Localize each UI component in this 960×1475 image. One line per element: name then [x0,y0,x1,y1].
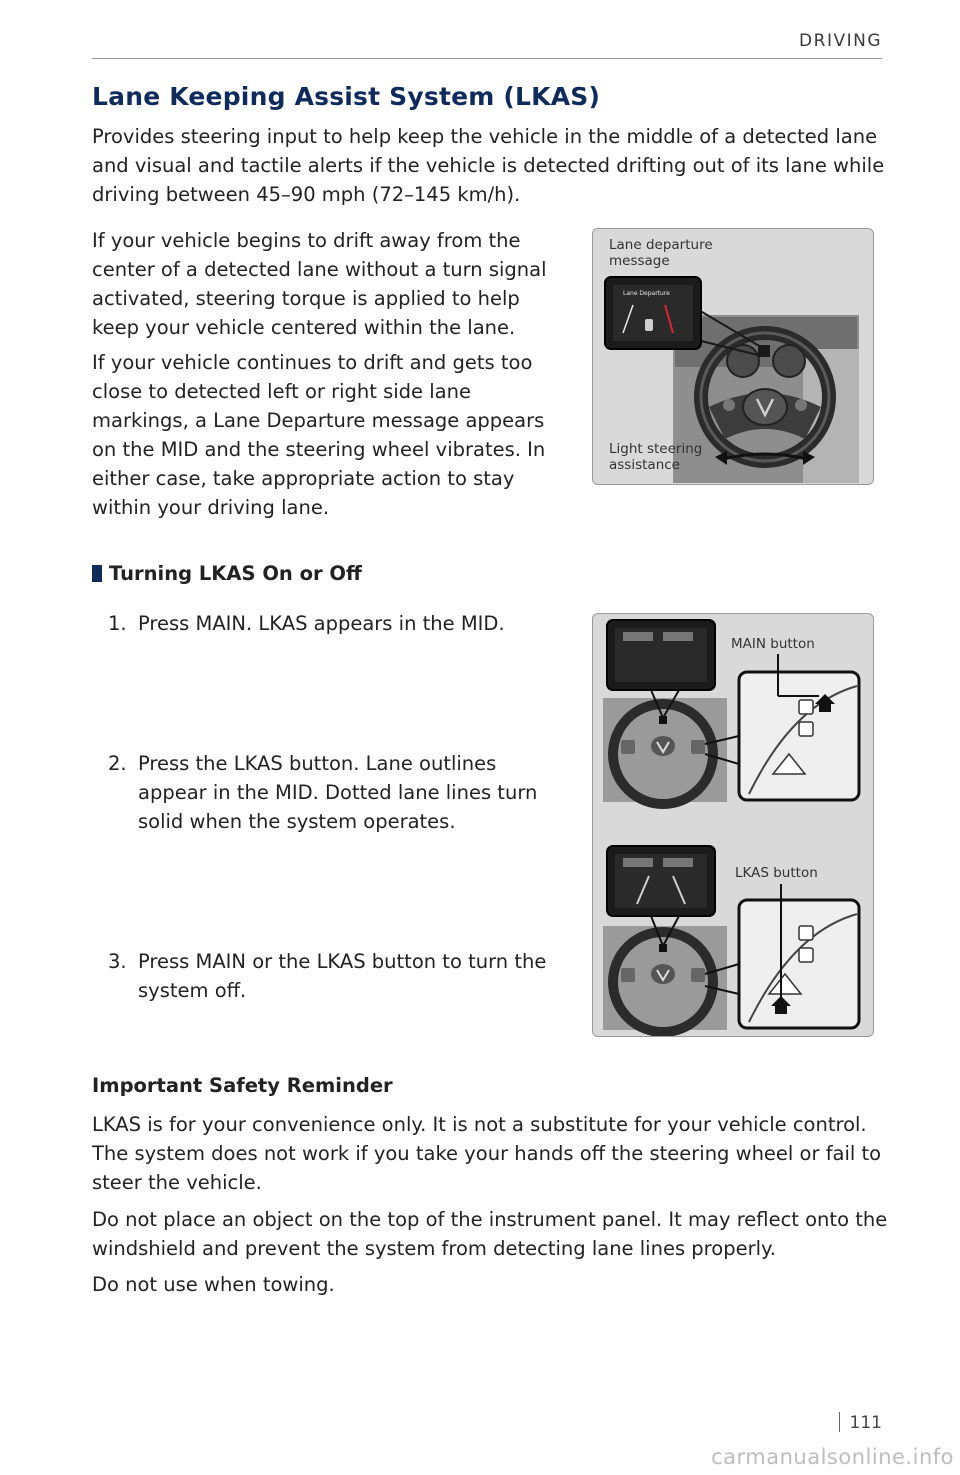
mid-inset-text: Lane Departure [623,290,670,297]
section-marker-icon [92,565,102,582]
step-number: 3. [108,950,127,973]
step-item [108,609,568,638]
safety-reminder-paragraph: Do not place an object on the top of the instrument panel. It may reflect onto the windshield and prevent the system from detecting lane lines properly. [92,1208,888,1260]
lane-departure-paragraph: If your vehicle continues to drift and gets too close to detected left or right side lane markings, a Lane Departure message appears on the MID and the steering wheel vibrates. In either case, take appropriate action to stay within your driving lane. [92,351,546,519]
page-number: 111 [849,1413,882,1433]
section-heading [92,562,362,585]
lane-departure-figure [592,228,874,485]
light-steering-assistance-label: Light steering assistance [609,441,703,473]
lkas-buttons-figure [592,613,874,1037]
intro-paragraph: Provides steering input to help keep the vehicle in the middle of a detected lane and visual and tactile alerts if the vehicle is detected drifting out of its lane while driving between 45–90 mph (72–145 km/h). [92,125,885,206]
drift-paragraph: If your vehicle begins to drift away from the center of a detected lane without a turn signal activated, steering torque is applied to help keep your vehicle centered within the lane. [92,229,547,339]
section-header-label: DRIVING [799,31,882,51]
step-text: Press MAIN or the LKAS button to turn the system off. [138,950,547,1002]
page-number-separator [839,1412,840,1432]
header-divider [92,58,882,59]
page-title: Lane Keeping Assist System (LKAS) [92,82,601,111]
buttons-illustration [593,614,874,1037]
step-item [108,749,568,836]
step-text: Press the LKAS button. Lane outlines appear in the MID. Dotted lane lines turn solid when the system operates. [138,752,538,833]
lane-departure-message-label: Lane departure message [609,237,713,269]
step-number: 1. [108,612,127,635]
step-number: 2. [108,752,127,775]
step-text: Press MAIN. LKAS appears in the MID. [138,612,505,635]
watermark: carmanualsonline.info [711,1445,954,1469]
lkas-button-panel [603,846,859,1032]
safety-reminder-paragraph: LKAS is for your convenience only. It is not a substitute for your vehicle control. The system does not work if you take your hands off the steering wheel or fail to steer the vehicle. [92,1113,882,1194]
safety-reminder-heading: Important Safety Reminder [92,1074,393,1097]
lkas-button-label: LKAS button [735,865,818,881]
safety-reminder-paragraph: Do not use when towing. [92,1273,335,1296]
main-button-label: MAIN button [731,636,815,652]
step-item [108,947,568,1005]
section-heading-text: Turning LKAS On or Off [109,562,362,585]
